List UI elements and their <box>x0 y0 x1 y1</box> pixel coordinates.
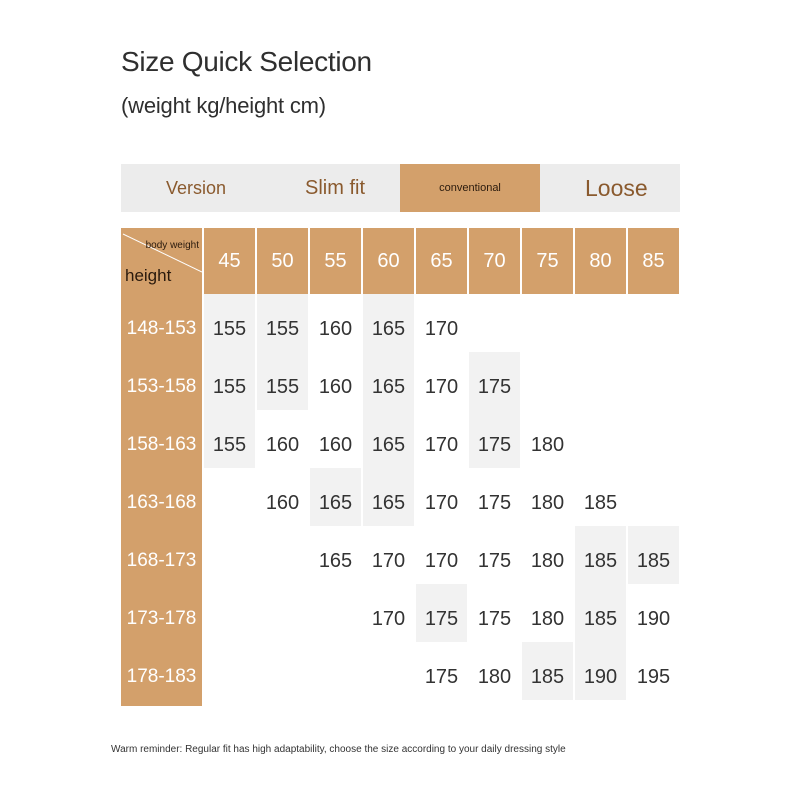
height-label-4: 168-173 <box>121 532 202 590</box>
weight-header-1: 50 <box>257 228 308 294</box>
size-cell: 175 <box>424 666 459 688</box>
size-cell: 170 <box>371 550 406 572</box>
size-cell: 180 <box>530 492 565 514</box>
size-cell: 160 <box>265 492 300 514</box>
size-table <box>121 228 680 702</box>
size-cell: 185 <box>530 666 565 688</box>
weight-header-4: 65 <box>416 228 467 294</box>
page-subtitle: (weight kg/height cm) <box>121 93 326 118</box>
size-cell: 155 <box>212 434 247 456</box>
height-label-1: 153-158 <box>121 358 202 416</box>
height-label-2: 158-163 <box>121 416 202 474</box>
size-cell: 165 <box>371 318 406 340</box>
size-cell: 180 <box>477 666 512 688</box>
version-loose: Loose <box>585 175 648 201</box>
weight-header-2: 55 <box>310 228 361 294</box>
size-cell: 170 <box>424 376 459 398</box>
size-cell: 175 <box>477 492 512 514</box>
version-conventional: conventional <box>400 164 540 212</box>
size-cell: 165 <box>318 550 353 572</box>
size-cell: 155 <box>212 318 247 340</box>
size-cell: 160 <box>318 376 353 398</box>
size-cell: 185 <box>583 608 618 630</box>
size-cell: 155 <box>265 376 300 398</box>
size-cell: 185 <box>583 492 618 514</box>
size-cell: 170 <box>424 492 459 514</box>
weight-header-7: 80 <box>575 228 626 294</box>
weight-header-6: 75 <box>522 228 573 294</box>
weight-header-3: 60 <box>363 228 414 294</box>
size-cell: 185 <box>583 550 618 572</box>
size-cell: 165 <box>371 492 406 514</box>
corner-weight-label: body weight <box>145 240 199 251</box>
size-cell: 170 <box>424 550 459 572</box>
size-cell: 155 <box>212 376 247 398</box>
size-cell: 195 <box>636 666 671 688</box>
size-cell: 165 <box>371 376 406 398</box>
size-cell: 165 <box>371 434 406 456</box>
size-cell: 170 <box>424 434 459 456</box>
size-cell: 175 <box>477 608 512 630</box>
size-cell: 170 <box>424 318 459 340</box>
height-label-5: 173-178 <box>121 590 202 648</box>
weight-header-0: 45 <box>204 228 255 294</box>
height-label-6: 178-183 <box>121 648 202 706</box>
version-label: Version <box>166 178 227 198</box>
size-cell: 180 <box>530 434 565 456</box>
weight-header-5: 70 <box>469 228 520 294</box>
version-slim-fit: Slim fit <box>305 177 365 199</box>
weight-header-8: 85 <box>628 228 679 294</box>
size-cell: 165 <box>318 492 353 514</box>
size-cell: 175 <box>424 608 459 630</box>
size-cell: 155 <box>265 318 300 340</box>
size-cell: 175 <box>477 376 512 398</box>
size-cell: 175 <box>477 434 512 456</box>
size-cell: 185 <box>636 550 671 572</box>
size-cell: 190 <box>583 666 618 688</box>
size-cell: 180 <box>530 608 565 630</box>
height-label-0: 148-153 <box>121 300 202 358</box>
size-cell: 160 <box>265 434 300 456</box>
version-bar <box>121 164 680 212</box>
size-cell: 170 <box>371 608 406 630</box>
size-cell: 160 <box>318 434 353 456</box>
size-cell: 190 <box>636 608 671 630</box>
size-cell: 160 <box>318 318 353 340</box>
page-title: Size Quick Selection <box>121 46 372 77</box>
height-label-3: 163-168 <box>121 474 202 532</box>
footer-note: Warm reminder: Regular fit has high adaptability, choose the size according to your daily dressing style <box>111 744 566 755</box>
size-cell: 175 <box>477 550 512 572</box>
size-cell: 180 <box>530 550 565 572</box>
table-corner-header <box>121 228 202 294</box>
corner-height-label: height <box>125 266 172 285</box>
